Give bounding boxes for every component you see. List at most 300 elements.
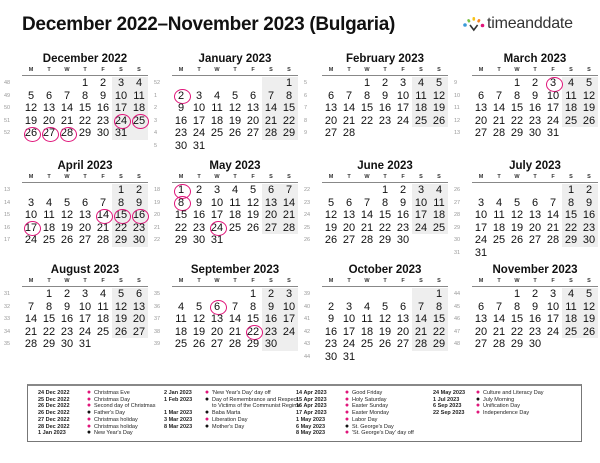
day-cell[interactable]: 25 — [174, 338, 188, 351]
day-cell[interactable]: 3 — [195, 89, 203, 102]
day-cell[interactable]: 2 — [585, 184, 593, 196]
day-cell[interactable]: 2 — [63, 288, 71, 300]
holiday-day-cell[interactable]: 2 — [172, 90, 190, 103]
day-cell[interactable]: 24 — [342, 338, 356, 351]
day-cell[interactable]: 2 — [327, 300, 335, 313]
day-cell[interactable]: 7 — [417, 300, 425, 313]
day-cell[interactable]: 29 — [114, 234, 128, 247]
day-cell[interactable]: 6 — [249, 89, 257, 102]
day-cell[interactable]: 15 — [510, 313, 524, 326]
day-cell[interactable]: 24 — [414, 221, 428, 234]
day-cell[interactable]: 18 — [228, 209, 242, 222]
day-cell[interactable]: 19 — [246, 209, 260, 222]
day-cell[interactable]: 22 — [432, 325, 446, 338]
day-cell[interactable]: 9 — [135, 196, 143, 209]
day-cell[interactable]: 12 — [192, 313, 206, 326]
day-cell[interactable]: 7 — [27, 300, 35, 313]
day-cell[interactable]: 13 — [246, 102, 260, 115]
day-cell[interactable]: 1 — [513, 77, 521, 89]
day-cell[interactable]: 5 — [585, 288, 593, 300]
holiday-day-cell[interactable]: 8 — [172, 197, 190, 210]
day-cell[interactable]: 8 — [435, 300, 443, 313]
day-cell[interactable]: 26 — [432, 114, 446, 127]
day-cell[interactable]: 22 — [360, 114, 374, 127]
day-cell[interactable]: 2 — [135, 184, 143, 196]
day-cell[interactable]: 5 — [513, 196, 521, 209]
day-cell[interactable]: 16 — [528, 313, 542, 326]
day-cell[interactable]: 29 — [510, 127, 524, 140]
day-cell[interactable]: 28 — [414, 338, 428, 351]
day-cell[interactable]: 25 — [228, 221, 242, 234]
holiday-day-cell[interactable]: 16 — [130, 209, 148, 222]
day-cell[interactable]: 14 — [60, 102, 74, 115]
day-cell[interactable]: 25 — [360, 338, 374, 351]
day-cell[interactable]: 23 — [528, 325, 542, 338]
day-cell[interactable]: 24 — [546, 114, 560, 127]
day-cell[interactable]: 13 — [474, 102, 488, 115]
day-cell[interactable]: 4 — [135, 77, 143, 89]
day-cell[interactable]: 4 — [363, 300, 371, 313]
day-cell[interactable]: 4 — [435, 184, 443, 196]
day-cell[interactable]: 15 — [360, 102, 374, 115]
day-cell[interactable]: 8 — [45, 300, 53, 313]
day-cell[interactable]: 12 — [24, 102, 38, 115]
day-cell[interactable]: 22 — [378, 221, 392, 234]
day-cell[interactable]: 17 — [546, 313, 560, 326]
day-cell[interactable]: 1 — [81, 77, 89, 89]
day-cell[interactable]: 5 — [195, 300, 203, 313]
day-cell[interactable]: 17 — [210, 209, 224, 222]
day-cell[interactable]: 19 — [432, 102, 446, 115]
day-cell[interactable]: 25 — [564, 114, 578, 127]
day-cell[interactable]: 23 — [264, 325, 278, 338]
day-cell[interactable]: 20 — [396, 325, 410, 338]
day-cell[interactable]: 21 — [282, 209, 296, 222]
day-cell[interactable]: 25 — [210, 127, 224, 140]
day-cell[interactable]: 18 — [492, 221, 506, 234]
day-cell[interactable]: 23 — [192, 221, 206, 234]
day-cell[interactable]: 13 — [264, 196, 278, 209]
day-cell[interactable]: 24 — [192, 127, 206, 140]
day-cell[interactable]: 19 — [60, 221, 74, 234]
day-cell[interactable]: 14 — [546, 209, 560, 222]
day-cell[interactable]: 25 — [96, 325, 110, 338]
holiday-day-cell[interactable]: 15 — [112, 209, 130, 222]
day-cell[interactable]: 10 — [78, 300, 92, 313]
day-cell[interactable]: 30 — [96, 127, 110, 140]
day-cell[interactable]: 18 — [132, 102, 146, 115]
day-cell[interactable]: 19 — [192, 325, 206, 338]
day-cell[interactable]: 1 — [45, 288, 53, 300]
day-cell[interactable]: 19 — [378, 325, 392, 338]
day-cell[interactable]: 29 — [510, 338, 524, 351]
day-cell[interactable]: 1 — [117, 184, 125, 196]
day-cell[interactable]: 23 — [378, 114, 392, 127]
day-cell[interactable]: 20 — [132, 313, 146, 326]
day-cell[interactable]: 16 — [60, 313, 74, 326]
day-cell[interactable]: 1 — [567, 184, 575, 196]
day-cell[interactable]: 14 — [492, 313, 506, 326]
day-cell[interactable]: 26 — [246, 221, 260, 234]
day-cell[interactable]: 30 — [264, 338, 278, 351]
day-cell[interactable]: 8 — [513, 300, 521, 313]
day-cell[interactable]: 22 — [510, 114, 524, 127]
day-cell[interactable]: 7 — [549, 196, 557, 209]
day-cell[interactable]: 9 — [585, 196, 593, 209]
day-cell[interactable]: 5 — [27, 89, 35, 102]
day-cell[interactable]: 28 — [492, 127, 506, 140]
day-cell[interactable]: 29 — [564, 234, 578, 247]
day-cell[interactable]: 21 — [60, 114, 74, 127]
day-cell[interactable]: 4 — [567, 288, 575, 300]
day-cell[interactable]: 7 — [99, 196, 107, 209]
day-cell[interactable]: 30 — [528, 338, 542, 351]
day-cell[interactable]: 7 — [231, 300, 239, 313]
day-cell[interactable]: 14 — [264, 102, 278, 115]
day-cell[interactable]: 1 — [513, 288, 521, 300]
day-cell[interactable]: 20 — [246, 114, 260, 127]
day-cell[interactable]: 20 — [264, 209, 278, 222]
day-cell[interactable]: 17 — [192, 114, 206, 127]
day-cell[interactable]: 27 — [342, 234, 356, 247]
day-cell[interactable]: 10 — [24, 209, 38, 222]
day-cell[interactable]: 19 — [228, 114, 242, 127]
day-cell[interactable]: 11 — [433, 196, 445, 209]
day-cell[interactable]: 14 — [360, 209, 374, 222]
day-cell[interactable]: 12 — [432, 89, 446, 102]
day-cell[interactable]: 12 — [582, 300, 596, 313]
day-cell[interactable]: 28 — [342, 127, 356, 140]
day-cell[interactable]: 7 — [345, 89, 353, 102]
day-cell[interactable]: 31 — [114, 127, 128, 140]
day-cell[interactable]: 10 — [114, 89, 128, 102]
day-cell[interactable]: 6 — [45, 89, 53, 102]
holiday-day-cell[interactable]: 17 — [22, 222, 40, 235]
day-cell[interactable]: 15 — [564, 209, 578, 222]
day-cell[interactable]: 30 — [60, 338, 74, 351]
day-cell[interactable]: 16 — [264, 313, 278, 326]
day-cell[interactable]: 16 — [192, 209, 206, 222]
day-cell[interactable]: 6 — [399, 300, 407, 313]
day-cell[interactable]: 21 — [360, 221, 374, 234]
day-cell[interactable]: 29 — [78, 127, 92, 140]
day-cell[interactable]: 18 — [174, 325, 188, 338]
day-cell[interactable]: 26 — [114, 325, 128, 338]
day-cell[interactable]: 31 — [192, 139, 206, 152]
day-cell[interactable]: 26 — [192, 338, 206, 351]
day-cell[interactable]: 11 — [133, 89, 145, 102]
day-cell[interactable]: 20 — [474, 114, 488, 127]
day-cell[interactable]: 19 — [510, 221, 524, 234]
day-cell[interactable]: 28 — [360, 234, 374, 247]
day-cell[interactable]: 29 — [378, 234, 392, 247]
day-cell[interactable]: 24 — [282, 325, 296, 338]
day-cell[interactable]: 5 — [249, 184, 257, 196]
day-cell[interactable]: 28 — [96, 234, 110, 247]
day-cell[interactable]: 17 — [282, 313, 296, 326]
day-cell[interactable]: 31 — [78, 338, 92, 351]
day-cell[interactable]: 15 — [378, 209, 392, 222]
day-cell[interactable]: 20 — [42, 114, 56, 127]
day-cell[interactable]: 26 — [510, 234, 524, 247]
day-cell[interactable]: 26 — [228, 127, 242, 140]
day-cell[interactable]: 15 — [246, 313, 260, 326]
day-cell[interactable]: 20 — [324, 114, 338, 127]
day-cell[interactable]: 12 — [510, 209, 524, 222]
day-cell[interactable]: 6 — [477, 89, 485, 102]
day-cell[interactable]: 19 — [114, 313, 128, 326]
day-cell[interactable]: 28 — [24, 338, 38, 351]
day-cell[interactable]: 9 — [381, 89, 389, 102]
day-cell[interactable]: 14 — [24, 313, 38, 326]
day-cell[interactable]: 8 — [285, 89, 293, 102]
day-cell[interactable]: 3 — [117, 77, 125, 89]
day-cell[interactable]: 18 — [42, 221, 56, 234]
day-cell[interactable]: 22 — [282, 114, 296, 127]
day-cell[interactable]: 23 — [396, 221, 410, 234]
day-cell[interactable]: 18 — [210, 114, 224, 127]
day-cell[interactable]: 7 — [495, 89, 503, 102]
day-cell[interactable]: 14 — [228, 313, 242, 326]
day-cell[interactable]: 31 — [474, 246, 488, 259]
day-cell[interactable]: 16 — [378, 102, 392, 115]
day-cell[interactable]: 23 — [324, 338, 338, 351]
day-cell[interactable]: 19 — [324, 221, 338, 234]
day-cell[interactable]: 15 — [432, 313, 446, 326]
day-cell[interactable]: 21 — [492, 114, 506, 127]
day-cell[interactable]: 13 — [342, 209, 356, 222]
day-cell[interactable]: 9 — [195, 196, 203, 209]
day-cell[interactable]: 12 — [582, 89, 596, 102]
day-cell[interactable]: 9 — [177, 102, 185, 115]
day-cell[interactable]: 10 — [192, 102, 206, 115]
day-cell[interactable]: 26 — [60, 234, 74, 247]
day-cell[interactable]: 22 — [174, 221, 188, 234]
day-cell[interactable]: 4 — [231, 184, 239, 196]
day-cell[interactable]: 27 — [264, 221, 278, 234]
day-cell[interactable]: 7 — [495, 300, 503, 313]
day-cell[interactable]: 1 — [381, 184, 389, 196]
day-cell[interactable]: 14 — [414, 313, 428, 326]
day-cell[interactable]: 15 — [78, 102, 92, 115]
day-cell[interactable]: 20 — [474, 325, 488, 338]
day-cell[interactable]: 21 — [264, 114, 278, 127]
day-cell[interactable]: 17 — [474, 221, 488, 234]
day-cell[interactable]: 12 — [60, 209, 74, 222]
day-cell[interactable]: 17 — [78, 313, 92, 326]
day-cell[interactable]: 11 — [175, 313, 187, 326]
day-cell[interactable]: 19 — [24, 114, 38, 127]
day-cell[interactable]: 11 — [211, 102, 223, 115]
day-cell[interactable]: 1 — [249, 288, 257, 300]
day-cell[interactable]: 27 — [528, 234, 542, 247]
day-cell[interactable]: 4 — [99, 288, 107, 300]
holiday-day-cell[interactable]: 22 — [244, 326, 262, 339]
day-cell[interactable]: 9 — [531, 300, 539, 313]
day-cell[interactable]: 13 — [474, 313, 488, 326]
day-cell[interactable]: 3 — [81, 288, 89, 300]
holiday-day-cell[interactable]: 24 — [208, 222, 226, 235]
day-cell[interactable]: 15 — [174, 209, 188, 222]
holiday-day-cell[interactable]: 27 — [40, 127, 58, 140]
day-cell[interactable]: 24 — [396, 114, 410, 127]
day-cell[interactable]: 6 — [327, 89, 335, 102]
day-cell[interactable]: 28 — [546, 234, 560, 247]
day-cell[interactable]: 7 — [267, 89, 275, 102]
holiday-day-cell[interactable]: 1 — [172, 184, 190, 197]
day-cell[interactable]: 18 — [96, 313, 110, 326]
day-cell[interactable]: 3 — [399, 77, 407, 89]
day-cell[interactable]: 3 — [477, 196, 485, 209]
day-cell[interactable]: 25 — [42, 234, 56, 247]
day-cell[interactable]: 13 — [132, 300, 146, 313]
day-cell[interactable]: 6 — [81, 196, 89, 209]
day-cell[interactable]: 5 — [63, 196, 71, 209]
day-cell[interactable]: 27 — [246, 127, 260, 140]
day-cell[interactable]: 12 — [114, 300, 128, 313]
day-cell[interactable]: 21 — [342, 114, 356, 127]
day-cell[interactable]: 1 — [285, 77, 293, 89]
day-cell[interactable]: 8 — [513, 89, 521, 102]
day-cell[interactable]: 26 — [582, 325, 596, 338]
day-cell[interactable]: 4 — [567, 77, 575, 89]
day-cell[interactable]: 24 — [546, 325, 560, 338]
day-cell[interactable]: 14 — [342, 102, 356, 115]
day-cell[interactable]: 28 — [492, 338, 506, 351]
day-cell[interactable]: 21 — [24, 325, 38, 338]
day-cell[interactable]: 23 — [528, 114, 542, 127]
day-cell[interactable]: 22 — [42, 325, 56, 338]
day-cell[interactable]: 13 — [528, 209, 542, 222]
day-cell[interactable]: 14 — [492, 102, 506, 115]
day-cell[interactable]: 2 — [399, 184, 407, 196]
day-cell[interactable]: 7 — [63, 89, 71, 102]
day-cell[interactable]: 10 — [414, 196, 428, 209]
day-cell[interactable]: 19 — [582, 102, 596, 115]
day-cell[interactable]: 6 — [477, 300, 485, 313]
holiday-day-cell[interactable]: 25 — [130, 115, 148, 128]
day-cell[interactable]: 15 — [42, 313, 56, 326]
day-cell[interactable]: 8 — [81, 89, 89, 102]
day-cell[interactable]: 26 — [378, 338, 392, 351]
day-cell[interactable]: 11 — [229, 196, 241, 209]
day-cell[interactable]: 22 — [564, 221, 578, 234]
day-cell[interactable]: 26 — [324, 234, 338, 247]
day-cell[interactable]: 27 — [132, 325, 146, 338]
day-cell[interactable]: 24 — [78, 325, 92, 338]
holiday-day-cell[interactable]: 26 — [22, 127, 40, 140]
day-cell[interactable]: 27 — [210, 338, 224, 351]
day-cell[interactable]: 2 — [531, 77, 539, 89]
holiday-day-cell[interactable]: 3 — [544, 77, 562, 90]
day-cell[interactable]: 29 — [246, 338, 260, 351]
day-cell[interactable]: 29 — [432, 338, 446, 351]
day-cell[interactable]: 18 — [432, 209, 446, 222]
holiday-day-cell[interactable]: 6 — [208, 301, 226, 314]
day-cell[interactable]: 13 — [210, 313, 224, 326]
day-cell[interactable]: 13 — [78, 209, 92, 222]
day-cell[interactable]: 6 — [531, 196, 539, 209]
day-cell[interactable]: 3 — [27, 196, 35, 209]
day-cell[interactable]: 30 — [582, 234, 596, 247]
day-cell[interactable]: 10 — [546, 89, 560, 102]
day-cell[interactable]: 4 — [45, 196, 53, 209]
day-cell[interactable]: 8 — [249, 300, 257, 313]
day-cell[interactable]: 10 — [282, 300, 296, 313]
day-cell[interactable]: 29 — [42, 338, 56, 351]
day-cell[interactable]: 20 — [342, 221, 356, 234]
day-cell[interactable]: 10 — [546, 300, 560, 313]
day-cell[interactable]: 4 — [417, 77, 425, 89]
day-cell[interactable]: 13 — [396, 313, 410, 326]
day-cell[interactable]: 18 — [564, 102, 578, 115]
day-cell[interactable]: 3 — [549, 288, 557, 300]
day-cell[interactable]: 24 — [24, 234, 38, 247]
day-cell[interactable]: 10 — [342, 313, 356, 326]
timeanddate-logo[interactable] — [463, 13, 573, 35]
day-cell[interactable]: 20 — [210, 325, 224, 338]
day-cell[interactable]: 27 — [474, 127, 488, 140]
day-cell[interactable]: 15 — [510, 102, 524, 115]
day-cell[interactable]: 17 — [342, 325, 356, 338]
day-cell[interactable]: 25 — [432, 221, 446, 234]
day-cell[interactable]: 8 — [381, 196, 389, 209]
day-cell[interactable]: 25 — [564, 325, 578, 338]
day-cell[interactable]: 11 — [361, 313, 373, 326]
day-cell[interactable]: 8 — [363, 89, 371, 102]
day-cell[interactable]: 22 — [510, 325, 524, 338]
day-cell[interactable]: 28 — [282, 221, 296, 234]
day-cell[interactable]: 11 — [415, 89, 427, 102]
day-cell[interactable]: 2 — [267, 288, 275, 300]
day-cell[interactable]: 16 — [174, 114, 188, 127]
day-cell[interactable]: 21 — [228, 325, 242, 338]
day-cell[interactable]: 23 — [96, 114, 110, 127]
day-cell[interactable]: 16 — [96, 102, 110, 115]
day-cell[interactable]: 13 — [42, 102, 56, 115]
day-cell[interactable]: 17 — [546, 102, 560, 115]
day-cell[interactable]: 5 — [327, 196, 335, 209]
holiday-day-cell[interactable]: 14 — [94, 209, 112, 222]
day-cell[interactable]: 23 — [174, 127, 188, 140]
day-cell[interactable]: 2 — [381, 77, 389, 89]
day-cell[interactable]: 27 — [78, 234, 92, 247]
day-cell[interactable]: 31 — [210, 234, 224, 247]
day-cell[interactable]: 25 — [414, 114, 428, 127]
day-cell[interactable]: 5 — [381, 300, 389, 313]
day-cell[interactable]: 20 — [528, 221, 542, 234]
day-cell[interactable]: 16 — [396, 209, 410, 222]
day-cell[interactable]: 4 — [495, 196, 503, 209]
day-cell[interactable]: 11 — [97, 300, 109, 313]
day-cell[interactable]: 17 — [114, 102, 128, 115]
day-cell[interactable]: 12 — [324, 209, 338, 222]
day-cell[interactable]: 3 — [417, 184, 425, 196]
day-cell[interactable]: 27 — [324, 127, 338, 140]
day-cell[interactable]: 9 — [399, 196, 407, 209]
day-cell[interactable]: 17 — [414, 209, 428, 222]
day-cell[interactable]: 28 — [228, 338, 242, 351]
day-cell[interactable]: 27 — [396, 338, 410, 351]
day-cell[interactable]: 3 — [213, 184, 221, 196]
day-cell[interactable]: 3 — [285, 288, 293, 300]
day-cell[interactable]: 27 — [474, 338, 488, 351]
day-cell[interactable]: 30 — [192, 234, 206, 247]
day-cell[interactable]: 9 — [99, 89, 107, 102]
day-cell[interactable]: 23 — [60, 325, 74, 338]
day-cell[interactable]: 4 — [213, 89, 221, 102]
day-cell[interactable]: 20 — [78, 221, 92, 234]
